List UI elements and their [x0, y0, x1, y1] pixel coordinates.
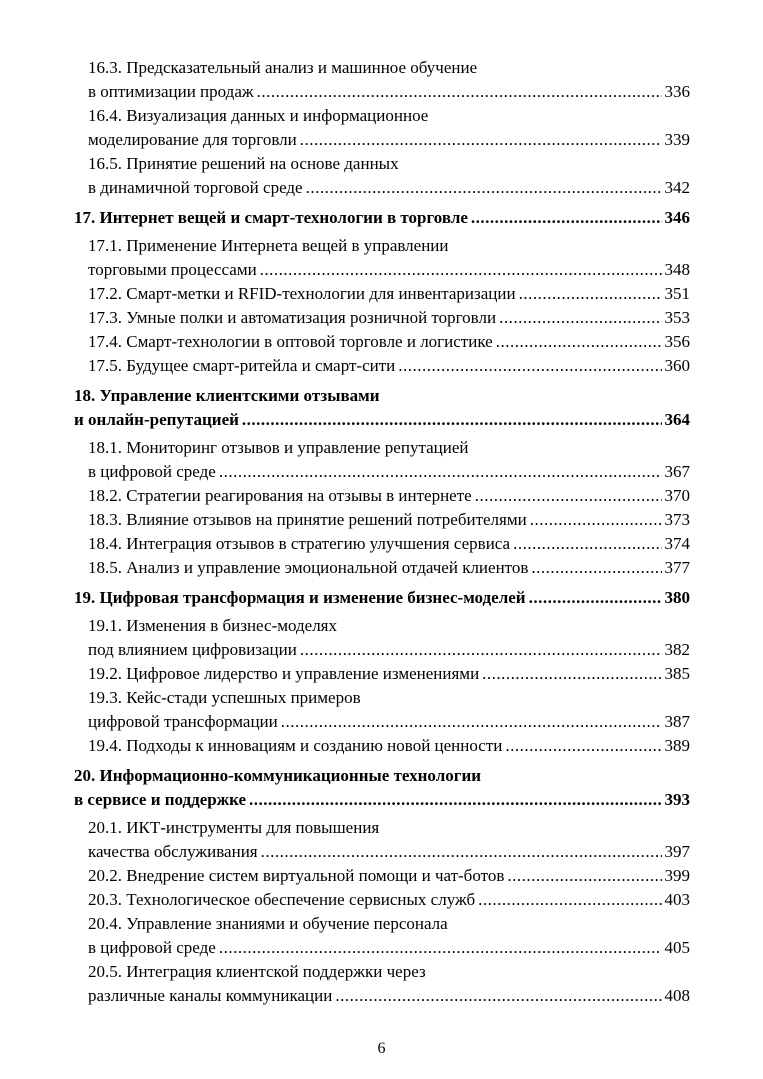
toc-line	[74, 206, 690, 230]
section-title: в цифровой среде	[88, 938, 216, 957]
toc-line	[74, 556, 690, 580]
section-title: 20.5. Интеграция клиентской поддержки через	[88, 962, 426, 981]
page-ref: 339	[664, 130, 690, 149]
chapter-title: в сервисе и поддержке	[74, 790, 247, 809]
page-ref: 364	[664, 410, 690, 429]
section-title: 16.4. Визуализация данных и информационное	[88, 106, 429, 125]
toc-section-entry	[74, 508, 690, 532]
page-ref: 397	[664, 842, 690, 861]
chapter-title: и онлайн-репутацией	[74, 410, 239, 429]
leader-dots	[505, 734, 661, 758]
toc-section-entry	[74, 912, 690, 960]
section-title: 16.3. Предсказательный анализ и машинное обучение	[88, 58, 478, 77]
section-title: 20.1. ИКТ-инструменты для повышения	[88, 818, 380, 837]
page-ref: 351	[664, 284, 690, 303]
toc-line	[74, 710, 690, 734]
leader-dots	[281, 710, 662, 734]
page-ref: 370	[664, 486, 690, 505]
toc-line	[74, 912, 690, 936]
toc-section-entry	[74, 484, 690, 508]
toc-line	[74, 586, 690, 610]
toc-line	[74, 80, 690, 104]
toc-line	[74, 840, 690, 864]
leader-dots	[257, 80, 662, 104]
section-title: в динамичной торговой среде	[88, 178, 303, 197]
page-ref: 405	[664, 938, 690, 957]
page-ref: 356	[664, 332, 690, 351]
toc-line	[74, 258, 690, 282]
section-title: 18.5. Анализ и управление эмоциональной отдачей клиентов	[88, 558, 529, 577]
section-title: 17.3. Умные полки и автоматизация розничной торговли	[88, 308, 497, 327]
page-number: 6	[377, 1040, 386, 1057]
toc-section-entry	[74, 234, 690, 282]
section-title: 17.5. Будущее смарт-ритейла и смарт-сити	[88, 356, 396, 375]
toc-line	[74, 960, 690, 984]
toc-line	[74, 436, 690, 460]
leader-dots	[261, 840, 662, 864]
section-title: 17.4. Смарт-технологии в оптовой торговле и логистике	[88, 332, 493, 351]
leader-dots	[471, 206, 662, 230]
chapter-title: 19. Цифровая трансформация и изменение бизнес-моделей	[74, 588, 526, 607]
section-title: 19.1. Изменения в бизнес-моделях	[88, 616, 337, 635]
leader-dots	[519, 282, 662, 306]
toc-line	[74, 614, 690, 638]
leader-dots	[496, 330, 662, 354]
toc-line	[74, 662, 690, 686]
toc-line	[74, 176, 690, 200]
toc-section-entry	[74, 306, 690, 330]
toc-line	[74, 282, 690, 306]
section-title: 19.4. Подходы к инновациям и созданию новой ценности	[88, 736, 503, 755]
chapter-title: 17. Интернет вещей и смарт-технологии в торговле	[74, 208, 468, 227]
toc-line	[74, 56, 690, 80]
section-title: 20.3. Технологическое обеспечение сервисных служб	[88, 890, 476, 909]
toc-section-entry	[74, 662, 690, 686]
leader-dots	[260, 258, 662, 282]
page-ref: 385	[664, 664, 690, 683]
leader-dots	[219, 460, 662, 484]
page-ref: 377	[664, 558, 690, 577]
section-title: 20.4. Управление знаниями и обучение персонала	[88, 914, 448, 933]
toc-line	[74, 152, 690, 176]
toc-line	[74, 306, 690, 330]
toc-section-entry	[74, 282, 690, 306]
page-ref: 380	[664, 588, 690, 607]
section-title: 18.1. Мониторинг отзывов и управление репутацией	[88, 438, 469, 457]
toc-line	[74, 864, 690, 888]
section-title: 18.3. Влияние отзывов на принятие решений потребителями	[88, 510, 527, 529]
section-title: 20.2. Внедрение систем виртуальной помощи и чат-ботов	[88, 866, 505, 885]
chapter-title: 18. Управление клиентскими отзывами	[74, 386, 380, 405]
toc-section-entry	[74, 152, 690, 200]
section-title: 18.2. Стратегии реагирования на отзывы в интернете	[88, 486, 472, 505]
toc-line	[74, 888, 690, 912]
toc-line	[74, 764, 690, 788]
toc-line	[74, 532, 690, 556]
toc-section-entry	[74, 354, 690, 378]
leader-dots	[529, 586, 662, 610]
section-title: различные каналы коммуникации	[88, 986, 333, 1005]
toc-section-entry	[74, 556, 690, 580]
toc-section-entry	[74, 330, 690, 354]
toc-line	[74, 508, 690, 532]
toc-line	[74, 330, 690, 354]
toc-chapter-entry	[74, 206, 690, 230]
section-title: моделирование для торговли	[88, 130, 297, 149]
page-ref: 346	[664, 208, 690, 227]
page-ref: 387	[664, 712, 690, 731]
toc-section-entry	[74, 734, 690, 758]
page-ref: 353	[664, 308, 690, 327]
section-title: под влиянием цифровизации	[88, 640, 297, 659]
page-ref: 408	[664, 986, 690, 1005]
section-title: цифровой трансформации	[88, 712, 278, 731]
toc-section-entry	[74, 864, 690, 888]
toc-line	[74, 686, 690, 710]
chapter-title: 20. Информационно-коммуникационные технологии	[74, 766, 482, 785]
section-title: 18.4. Интеграция отзывов в стратегию улучшения сервиса	[88, 534, 511, 553]
leader-dots	[530, 508, 662, 532]
section-title: в цифровой среде	[88, 462, 216, 481]
toc-section-entry	[74, 816, 690, 864]
toc-section-entry	[74, 614, 690, 662]
toc-section-entry	[74, 960, 690, 1008]
toc-line	[74, 384, 690, 408]
toc-chapter-entry	[74, 764, 690, 812]
leader-dots	[306, 176, 662, 200]
toc-line	[74, 234, 690, 258]
toc-line	[74, 354, 690, 378]
section-title: 17.1. Применение Интернета вещей в управлении	[88, 236, 449, 255]
page-ref: 336	[664, 82, 690, 101]
page-ref: 374	[664, 534, 690, 553]
toc-line	[74, 128, 690, 152]
toc-line	[74, 984, 690, 1008]
page-ref: 393	[664, 790, 690, 809]
leader-dots	[242, 408, 662, 432]
section-title: 17.2. Смарт-метки и RFID-технологии для инвентаризации	[88, 284, 516, 303]
leader-dots	[513, 532, 661, 556]
leader-dots	[219, 936, 662, 960]
leader-dots	[482, 662, 661, 686]
toc-line	[74, 816, 690, 840]
toc-line	[74, 104, 690, 128]
toc-section-entry	[74, 436, 690, 484]
toc-line	[74, 936, 690, 960]
toc-line	[74, 734, 690, 758]
toc-section-entry	[74, 104, 690, 152]
section-title: 19.3. Кейс-стади успешных примеров	[88, 688, 361, 707]
section-title: 19.2. Цифровое лидерство и управление изменениями	[88, 664, 480, 683]
toc-line	[74, 408, 690, 432]
section-title: 16.5. Принятие решений на основе данных	[88, 154, 399, 173]
leader-dots	[531, 556, 661, 580]
table-of-contents	[74, 56, 690, 1008]
leader-dots	[475, 484, 662, 508]
leader-dots	[398, 354, 661, 378]
page-ref: 342	[664, 178, 690, 197]
page-ref: 389	[664, 736, 690, 755]
toc-line	[74, 460, 690, 484]
leader-dots	[300, 638, 662, 662]
leader-dots	[499, 306, 661, 330]
page-ref: 360	[664, 356, 690, 375]
section-title: в оптимизации продаж	[88, 82, 254, 101]
toc-section-entry	[74, 888, 690, 912]
toc-chapter-entry	[74, 586, 690, 610]
toc-line	[74, 788, 690, 812]
page-ref: 373	[664, 510, 690, 529]
toc-line	[74, 638, 690, 662]
section-title: качества обслуживания	[88, 842, 258, 861]
leader-dots	[300, 128, 662, 152]
page-ref: 403	[664, 890, 690, 909]
page-ref: 367	[664, 462, 690, 481]
section-title: торговыми процессами	[88, 260, 257, 279]
leader-dots	[507, 864, 661, 888]
page-ref: 399	[664, 866, 690, 885]
leader-dots	[335, 984, 661, 1008]
toc-chapter-entry	[74, 384, 690, 432]
toc-section-entry	[74, 686, 690, 734]
page-ref: 348	[664, 260, 690, 279]
page-ref: 382	[664, 640, 690, 659]
leader-dots	[478, 888, 661, 912]
toc-line	[74, 484, 690, 508]
toc-section-entry	[74, 56, 690, 104]
toc-section-entry	[74, 532, 690, 556]
leader-dots	[249, 788, 661, 812]
